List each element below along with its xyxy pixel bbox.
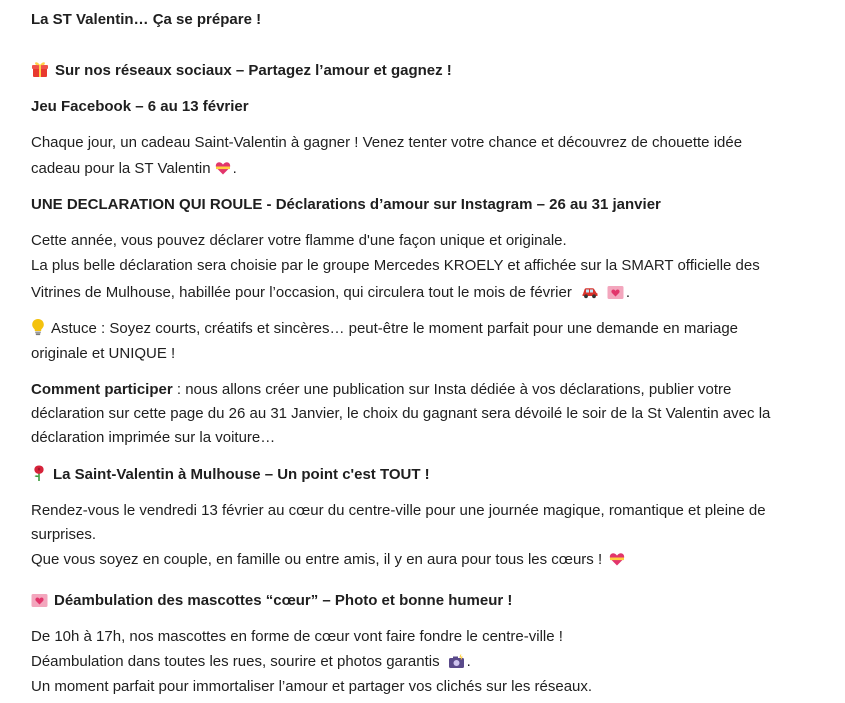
mascots-text-line-3: Un moment parfait pour immortaliser l’amour et partager vos clichés sur les réseaux.	[31, 678, 593, 695]
ribbon-heart-icon	[609, 551, 625, 575]
tip-line-1	[31, 317, 738, 341]
participate-line-1	[31, 378, 731, 402]
mascots-line-2-text: Déambulation dans toutes les rues, sourire et photos garantis	[31, 653, 440, 670]
car-icon	[581, 284, 599, 308]
instagram-heading: UNE DECLARATION QUI ROULE - Déclarations d’amour sur Instagram – 26 au 31 janvier	[31, 196, 661, 213]
mulhouse-heading	[31, 463, 430, 487]
mulhouse-text-line-2: surprises.	[31, 526, 97, 543]
mulhouse-text-line-1: Rendez-vous le vendredi 13 février au cœur du centre-ville pour une journée magique, romantique et pleine de	[31, 502, 766, 519]
mascots-text-line-1: De 10h à 17h, nos mascottes en forme de cœur vont faire fondre le centre-ville !	[31, 628, 563, 645]
facebook-text-line-1: Chaque jour, un cadeau Saint-Valentin à gagner ! Venez tenter votre chance et découvrez de chouette idée	[31, 134, 743, 151]
tip-line-2: originale et UNIQUE !	[31, 345, 176, 362]
rose-icon	[31, 464, 47, 490]
instagram-text-line-3	[31, 281, 630, 305]
facebook-heading: Jeu Facebook – 6 au 13 février	[31, 98, 249, 115]
light-bulb-icon	[31, 318, 45, 344]
instagram-text-line-2: La plus belle déclaration sera choisie par le groupe Mercedes KROELY et affichée sur la SMART officielle des	[31, 257, 760, 274]
social-heading	[31, 59, 452, 83]
love-letter-icon	[607, 284, 624, 308]
participate-line-2: déclaration sur cette page du 26 au 31 Janvier, le choix du gagnant sera dévoilé le soir de la St Valentin avec la	[31, 405, 771, 422]
page-title: La ST Valentin… Ça se prépare !	[31, 11, 262, 28]
social-heading-text: Sur nos réseaux sociaux – Partagez l’amour et gagnez !	[55, 62, 452, 79]
participate-label: Comment participer	[31, 381, 173, 398]
mulhouse-heading-text: La Saint-Valentin à Mulhouse – Un point c'est TOUT !	[53, 466, 430, 483]
mascots-line-2-end: .	[466, 653, 471, 670]
gift-icon	[31, 60, 49, 86]
facebook-line-2-text: cadeau pour la ST Valentin	[31, 160, 211, 177]
love-letter-icon	[31, 592, 48, 616]
mulhouse-text-line-3	[31, 548, 627, 572]
instagram-text-line-1: Cette année, vous pouvez déclarer votre flamme d'une façon unique et originale.	[31, 232, 567, 249]
instagram-line-3-end: .	[625, 284, 631, 301]
instagram-line-3-text: Vitrines de Mulhouse, habillée pour l’occasion, qui circulera tout le mois de février	[31, 284, 572, 301]
tip-line-1-text: Astuce : Soyez courts, créatifs et sincères… peut-être le moment parfait pour une demande en mariage	[51, 320, 739, 337]
ribbon-heart-icon	[215, 160, 231, 184]
mascots-heading-text: Déambulation des mascottes “cœur” – Photo et bonne humeur !	[54, 592, 513, 609]
participate-line-1-text: : nous allons créer une publication sur Insta dédiée à vos déclarations, publier votre	[172, 381, 732, 398]
participate-line-3: déclaration imprimée sur la voiture…	[31, 429, 276, 446]
mascots-text-line-2	[31, 650, 471, 674]
mulhouse-line-3-text: Que vous soyez en couple, en famille ou entre amis, il y en aura pour tous les cœurs !	[31, 551, 603, 568]
facebook-text-line-2	[31, 157, 237, 181]
facebook-line-2-end: .	[232, 160, 237, 177]
camera-flash-icon	[448, 653, 465, 677]
mascots-heading	[31, 589, 512, 613]
